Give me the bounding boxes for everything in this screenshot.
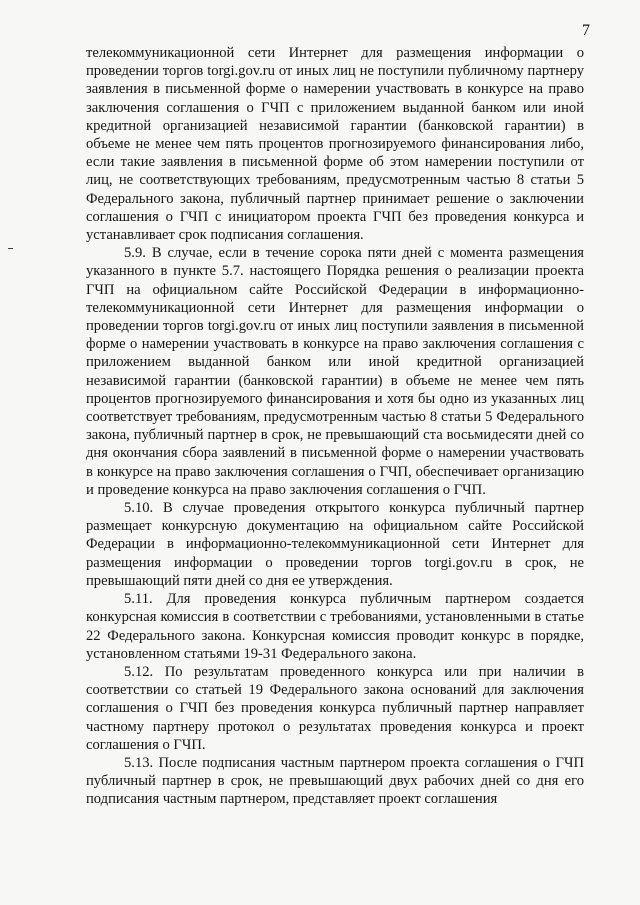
margin-mark (8, 248, 13, 249)
paragraph-5-13: 5.13. После подписания частным партнером проекта соглашения о ГЧП публичный партнер в срок, не превышающий двух рабочих дней со дня его подписания частным партнером, представляет проект соглашения (86, 754, 584, 808)
paragraph-5-10: 5.10. В случае проведения открытого конкурса публичный партнер размещает конкурсную документацию на официальном сайте Российской Федерации в информационно-телекоммуникационной сети Интернет для размещения информации о проведении торгов torgi.gov.ru в срок, не превышающий пяти дней со дня ее утверждения. (86, 500, 584, 589)
paragraph-5-11: 5.11. Для проведения конкурса публичным партнером создается конкурсная комиссия в соответствии с требованиями, установленными в статье 22 Федерального закона. Конкурсная комиссия проводит конкурс в порядке, установленном статьями 19-31 Федерального закона. (86, 591, 584, 662)
paragraph-5-9: 5.9. В случае, если в течение сорока пяти дней с момента размещения указанного в пункте 5.7. настоящего Порядка решения о реализации проекта ГЧП на официальном сайте Российской Федерации в информационно-телекоммуникационной сети Интернет для размещения информации о проведении торгов torgi.gov.ru от иных лиц поступили заявления в письменной форме о намерении участвовать в конкурсе на право заключения соглашения с приложением выданной банком или иной кредитной организацией независимой гарантии (банковской гарантии) в объеме не менее чем пять процентов прогнозируемого финансирования и хотя бы одно из указанных лиц соответствует требованиям, предусмотренным частью 8 статьи 5 Федерального закона, публичный партнер в срок, не превышающий ста восьмидесяти дней со дня окончания сбора заявлений в письменной форме о намерении участвовать в конкурсе на право заключения соглашения о ГЧП, обеспечивает организацию и проведение конкурса на право заключения соглашения о ГЧП. (86, 245, 584, 498)
paragraph-5-12: 5.12. По результатам проведенного конкурса или при наличии в соответствии со статьей 19 Федерального закона оснований для заключения соглашения о ГЧП без проведения конкурса публичный партнер направляет частному партнеру протокол о результатах проведения конкурса и проект соглашения о ГЧП. (86, 663, 584, 753)
page-number: 7 (582, 22, 590, 39)
document-body (86, 44, 584, 809)
paragraph-continuation: телекоммуникационной сети Интернет для размещения информации о проведении торгов torgi.gov.ru от иных лиц не поступили публичному партнеру заявления в письменной форме о намерении участвовать в конкурсе на право заключения соглашения о ГЧП с приложением выданной банком или иной кредитной организацией независимой гарантии (банковской гарантии) в объеме не менее чем пять процентов прогнозируемого финансирования либо, если такие заявления в письменной форме об этом намерении поступили от лиц, не соответствующих требованиям, предусмотренным частью 8 статьи 5 Федерального закона, публичный партнер принимает решение о заключении соглашения о ГЧП с инициатором проекта ГЧП без проведения конкурса и устанавливает срок подписания соглашения. (86, 45, 584, 244)
